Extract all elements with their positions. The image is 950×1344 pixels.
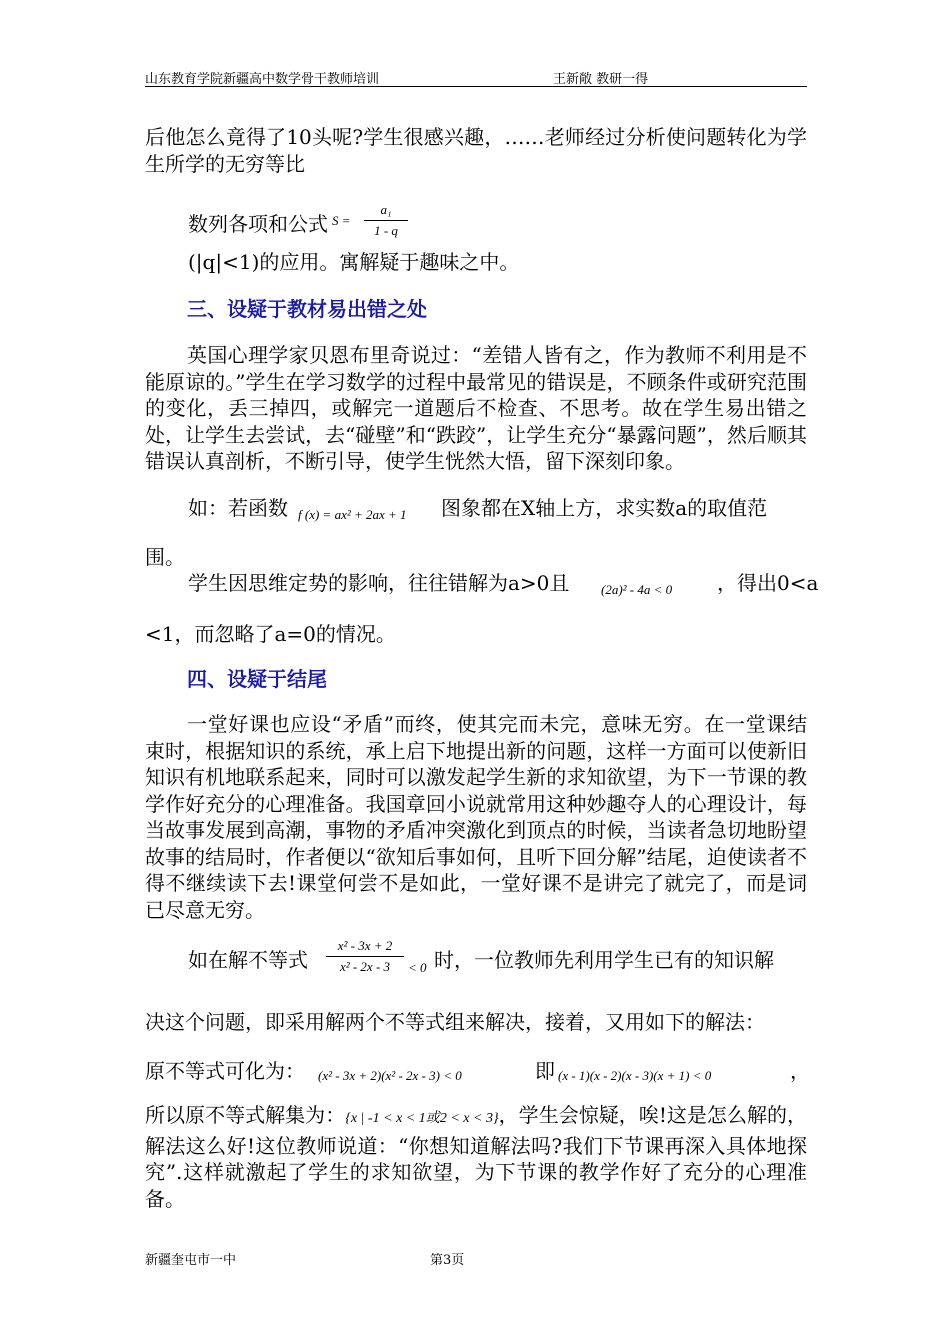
series-formula-numerator: a₁	[380, 202, 392, 217]
solution-set-rest: ，学生会惊疑，唉!这是怎么解的，解法这么好!这位教师说道：“你想知道解法吗?我们下节课再深入具体地探究”.这样就激起了学生的求知欲望，为下节课的教学作好了充分的心理准备。	[145, 1103, 808, 1211]
header-right-text: 王新敞 教研一得	[553, 72, 649, 87]
example2b-mid: 即	[535, 1059, 555, 1083]
solution-set-prefix: 所以原不等式解集为：	[145, 1103, 346, 1127]
header-left-text: 山东教育学院新疆高中数学骨干教师培训	[145, 72, 380, 87]
example2b-formula1: (x² - 3x + 2)(x² - 2x - 3) < 0	[318, 1068, 462, 1083]
series-formula-denominator: 1 - q	[374, 223, 398, 238]
section-heading-3: 三、设疑于教材易出错之处	[187, 297, 427, 321]
fraction-bar	[326, 956, 404, 957]
example1b-prefix: 学生因思维定势的影响，往往错解为a>0且	[188, 571, 570, 595]
fraction-bar	[364, 220, 408, 221]
example2-denominator: x² - 2x - 3	[339, 959, 391, 974]
footer-school: 新疆奎屯市一中	[145, 1253, 237, 1268]
example1-prefix: 如：若函数	[188, 496, 288, 520]
example1-suffix: 图象都在X轴上方，求实数a的取值范	[441, 496, 768, 520]
paragraph-ending: 一堂好课也应设“矛盾”而终，使其完而未完，意味无穷。在一堂课结束时，根据知识的系统，承上启下地提出新的问题，这样一方面可以使新旧知识有机地联系起来，同时可以激发起学生新的求知欲望，为下一节课的教学作好充分的心理准备。我国章回小说就常用这种妙趣夺人的心理设计，每当故事发展到高潮，事物的矛盾冲突激化到顶点的时候，当读者急切地盼望故事的结局时，作者便以“欲知后事如何，且听下回分解”结尾，迫使读者不得不继续读下去!课堂何尝不是如此，一堂好课不是讲完了就完了，而是词已尽意无穷。	[145, 712, 807, 922]
series-formula-text: 数列各项和公式	[188, 212, 328, 236]
example2-numerator: x² - 3x + 2	[337, 938, 393, 953]
example1b-formula: (2a)² - 4a < 0	[601, 582, 673, 597]
series-formula-fraction	[364, 202, 408, 239]
example1b-suffix: ，得出0<a	[717, 571, 819, 595]
example2-wrap: 决这个问题，即采用解两个不等式组来解决，接着，又用如下的解法：	[145, 1010, 765, 1034]
example1-wrap: 围。	[145, 545, 185, 569]
example1-formula: f (x) = ax² + 2ax + 1	[298, 507, 407, 522]
example2b-formula2: (x - 1)(x - 2)(x - 3)(x + 1) < 0	[558, 1068, 712, 1083]
paragraph-solution-set	[145, 1102, 807, 1212]
example2-relation: < 0	[408, 960, 427, 975]
series-formula-lhs: S =	[332, 213, 351, 228]
header-rule	[145, 86, 807, 87]
example2-fraction	[326, 938, 404, 975]
example2b-prefix: 原不等式可化为：	[145, 1059, 305, 1083]
paragraph-continued: 后他怎么竟得了10头呢?学生很感兴趣，……老师经过分析使问题转化为学生所学的无穷等比	[145, 125, 807, 176]
section-heading-4: 四、设疑于结尾	[187, 667, 327, 691]
example2b-end: ，	[790, 1059, 810, 1083]
series-formula-condition: (|q|<1)的应用。寓解疑于趣味之中。	[188, 250, 520, 274]
example2-suffix: 时，一位教师先利用学生已有的知识解	[434, 948, 774, 972]
page-header	[145, 68, 805, 86]
example1b-wrap: <1，而忽略了a=0的情况。	[145, 622, 396, 646]
paragraph-error-prone: 英国心理学家贝恩布里奇说过：“差错人皆有之，作为教师不利用是不能原谅的。”学生在学习数学的过程中最常见的错误是，不顾条件或研究范围的变化，丢三掉四，或解完一道题后不检查、不思考。故在学生易出错之处，让学生去尝试，去“碰壁”和“跌跤”，让学生充分“暴露问题”，然后顺其错误认真剖析，不断引导，使学生恍然大悟，留下深刻印象。	[145, 343, 807, 473]
solution-set-formula: {x | -1 < x < 1或2 < x < 3}	[345, 1111, 499, 1126]
footer-page-number: 第3页	[430, 1253, 465, 1268]
example2-prefix: 如在解不等式	[188, 948, 308, 972]
